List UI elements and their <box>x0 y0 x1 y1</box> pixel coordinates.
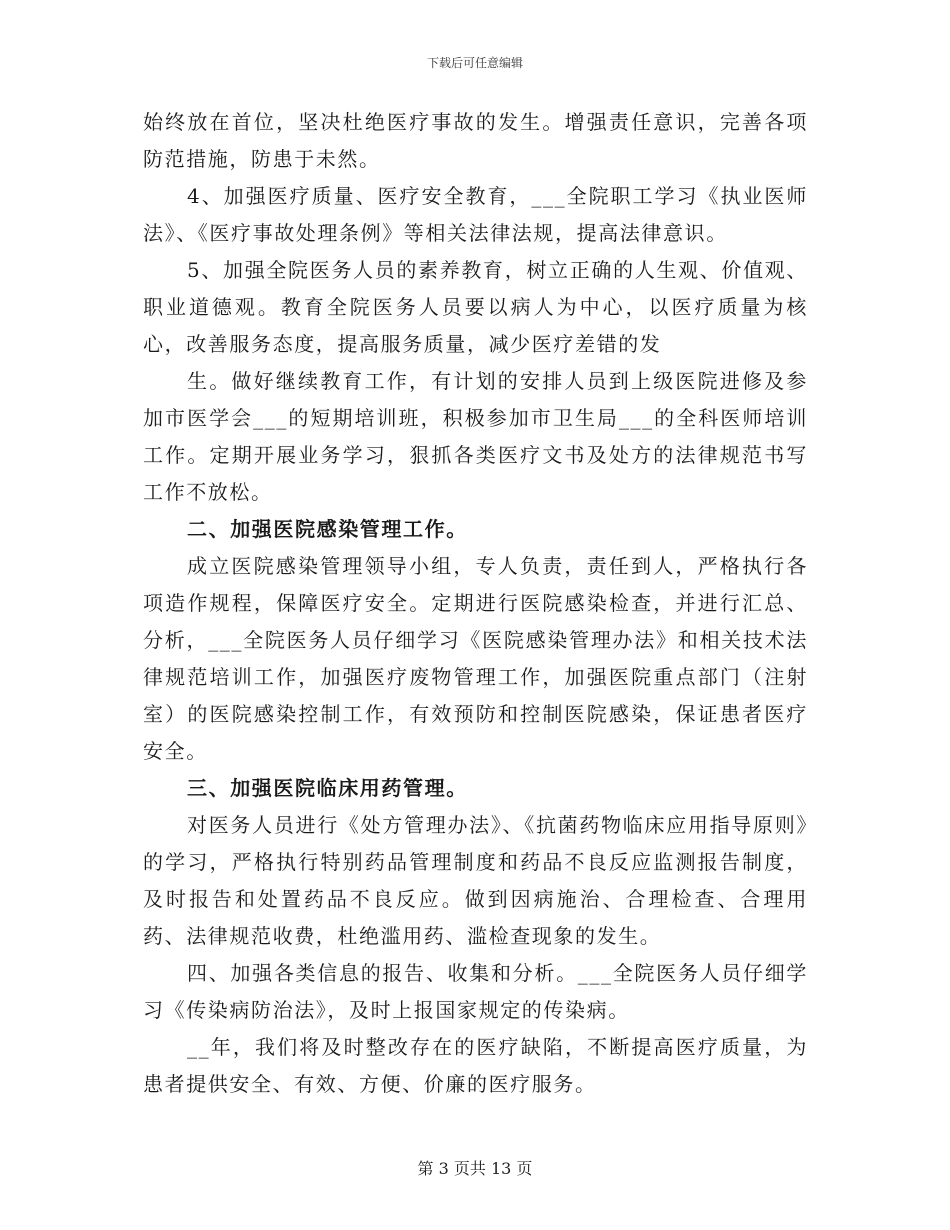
page-header: 下载后可任意编辑 <box>426 56 523 70</box>
paragraph-10: __年，我们将及时整改存在的医疗缺陷，不断提高医疗质量，为患者提供安全、有效、方便、价廉的医疗服务。 <box>143 1035 808 1096</box>
paragraph-2: 4、加强医疗质量、医疗安全教育，___全院职工学习《执业医师法》、《医疗事故处理条例》等相关法律法规，提高法律意识。 <box>143 184 808 245</box>
page-footer: 第 3 页共 13 页 <box>417 1159 533 1178</box>
paragraph-9: 四、加强各类信息的报告、收集和分析。___全院医务人员仔细学习《传染病防治法》，及时上报国家规定的传染病。 <box>143 961 808 1022</box>
paragraph-3: 5、加强全院医务人员的素养教育，树立正确的人生观、价值观、职业道德观。教育全院医务人员要以病人为中心，以医疗质量为核心，改善服务态度，提高服务质量，减少医疗差错的发 <box>143 258 808 356</box>
section-heading-2: 二、加强医院感染管理工作。 <box>187 517 468 541</box>
paragraph-1: 始终放在首位，坚决杜绝医疗事故的发生。增强责任意识，完善各项防范措施，防患于未然。 <box>143 110 808 171</box>
section-heading-3: 三、加强医院临床用药管理。 <box>187 776 468 800</box>
paragraph-8: 对医务人员进行《处方管理办法》、《抗菌药物临床应用指导原则》的学习，严格执行特别药品管理制度和药品不良反应监测报告制度，及时报告和处置药品不良反应。做到因病施治、合理检查、合理用药、法律规范收费，杜绝滥用药、滥检查现象的发生。 <box>143 813 808 948</box>
document-body <box>143 104 808 1103</box>
paragraph-6: 成立医院感染管理领导小组，专人负责，责任到人，严格执行各项造作规程，保障医疗安全。定期进行医院感染检查，并进行汇总、分析，___全院医务人员仔细学习《医院感染管理办法》和相关技术法律规范培训工作，加强医疗废物管理工作，加强医院重点部门（注射室）的医院感染控制工作，有效预防和控制医院感染，保证患者医疗安全。 <box>143 554 808 763</box>
paragraph-4: 生。做好继续教育工作，有计划的安排人员到上级医院进修及参加市医学会___的短期培训班，积极参加市卫生局___的全科医师培训工作。定期开展业务学习，狠抓各类医疗文书及处方的法律规范书写工作不放松。 <box>143 369 808 504</box>
